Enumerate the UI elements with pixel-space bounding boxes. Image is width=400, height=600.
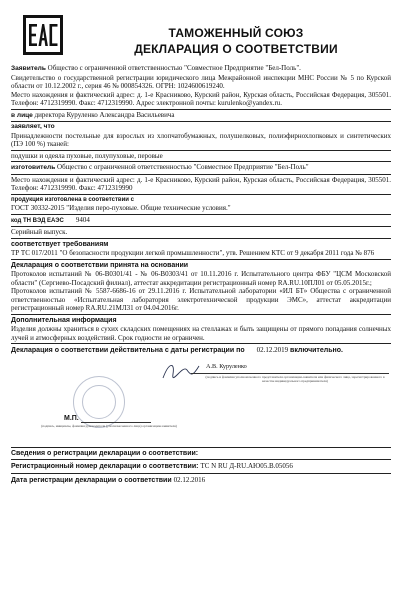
manufacturer-block	[11, 163, 391, 173]
applicant-certificate: Свидетельство о государственной регистрации юридического лица Межрайонной инспекции МНС России № 5 по Курской области от 10.12.2002 г., серия 46 № 000854326. ОГРН: 1024600619240.	[11, 73, 391, 90]
eac-logo-icon	[23, 15, 63, 55]
manufacturer-label: изготовитель	[11, 164, 56, 171]
serial-release: Серийный выпуск.	[11, 228, 68, 236]
declares-label: заявляет, что	[11, 123, 55, 130]
basis-protocols-1: Протоколов испытаний № 06-В0301/41 - № 06-В0303/41 от 10.11.2016 г. Испытательного центра ФБУ "ЦСМ Московской области" (Сергиево-Посадский филиал), аттестат аккредитации регистрационный номер RA.RU.10ПЛ01 от 05.05.2015г.;	[11, 270, 391, 287]
basis-label: Декларация о соответствии принята на основании	[11, 261, 189, 269]
handwritten-signature-icon	[161, 358, 201, 384]
production-standard: ГОСТ 30332-2015 "Изделия перо-пуховые. Общие технические условия."	[11, 204, 231, 212]
applicant-block	[11, 64, 391, 74]
basis-protocols-2: Протоколов испытаний № 5587-6686-16 от 29.11.2016 г. Испытательной лаборатории «ИЛ БТ» Общества с ограниченной ответственностью «Испытательная лаборатория электротехнической продукции ЭМС», аттестат аккредитации регистрационный номер RA.RU.21МЛ31 от 04.04.2016г.	[11, 287, 391, 312]
divider	[11, 174, 391, 175]
basis-block	[11, 262, 391, 313]
tnved-value: 9404	[75, 215, 90, 224]
divider	[11, 121, 391, 122]
registration-date-row	[11, 476, 391, 486]
registration-number-label: Регистрационный номер декларации о соответствии:	[11, 463, 199, 470]
requirements-label: соответствует требованиям	[11, 240, 109, 248]
applicant-address: Место нахождения и фактический адрес: д. 1-е Красниково, Курский район, Курская область, Российская Федерация, 305501. Телефон: 4712319990. Факс: 4712319990. Адрес электронной почты: kurulenko@yandex.ru.	[11, 90, 391, 107]
tnved-row	[11, 216, 391, 226]
divider	[11, 150, 391, 151]
divider	[11, 194, 391, 195]
production-block	[11, 196, 391, 237]
additional-text: Изделия должны храниться в сухих складских помещениях на стеллажах и быть защищены от прямого попадания солнечных лучей и атмосферных воздействий. Срок годности не ограничен.	[11, 325, 391, 342]
document-body	[11, 64, 391, 485]
seal-stamp-icon	[73, 376, 125, 428]
title-customs-union: ТАМОЖЕННЫЙ СОЮЗ	[168, 26, 304, 40]
divider	[11, 447, 391, 448]
requirements-block	[11, 241, 391, 258]
production-label: продукция изготовлена в соответствии с	[11, 196, 134, 203]
document-header	[11, 0, 391, 64]
divider	[11, 161, 391, 162]
divider	[11, 459, 391, 460]
divider	[11, 473, 391, 474]
mp-mark: М.П.	[64, 414, 79, 422]
signer-name: А.В. Куруленко	[206, 362, 247, 370]
validity-block	[11, 346, 391, 356]
divider	[11, 214, 391, 215]
applicant-person-block	[11, 111, 391, 121]
divider	[11, 226, 391, 227]
applicant-name: Общество с ограниченной ответственностью "Совместное Предприятие "Бел-Поль".	[47, 64, 301, 72]
divider	[11, 109, 391, 110]
divider	[11, 259, 391, 260]
signature-line	[191, 373, 389, 374]
registration-number-value: ТС N RU Д-RU.АЮ05.В.05056	[200, 462, 293, 470]
signature-note: (подпись и фамилия уполномоченного представителя организации-заявителя или физического лица, зарегистрированного в качестве индивидуального предпринимателя)	[205, 374, 385, 383]
declares-items: подушки и одеяла пуховые, полупуховые, перовые	[11, 151, 163, 160]
tnved-label: код ТН ВЭД ЕАЭС	[11, 217, 64, 224]
divider	[11, 343, 391, 344]
registration-number-row	[11, 462, 391, 472]
manufacturer-address: Место нахождения и фактический адрес: д. 1-е Красниково, Курский район, Курская область, Российская Федерация, 305501. Телефон: 4712319990. Факс: 4712319990	[11, 175, 391, 192]
manufacturer-name: Общество с ограниченной ответственностью "Совместное Предприятие "Бел-Поль"	[57, 163, 309, 171]
person-label: в лице	[11, 111, 33, 119]
registration-title: Сведения о регистрации декларации о соответствии:	[11, 449, 199, 457]
applicant-label: Заявитель	[11, 65, 46, 72]
validity-date: 02.12.2019	[256, 346, 289, 354]
mp-line	[81, 422, 151, 423]
mp-note: (подпись, инициалы, фамилия руководителя (уполномоченного лица) организации-заявителя)	[41, 423, 177, 428]
registration-date-value: 02.12.2016	[173, 475, 206, 484]
validity-suffix: включительно.	[290, 347, 343, 354]
applicant-person: директора Куруленко Александра Васильевича	[34, 110, 175, 119]
registration-date-label: Дата регистрации декларации о соответствии	[11, 476, 172, 484]
signature-area	[11, 358, 391, 446]
divider	[11, 314, 391, 315]
divider	[11, 238, 391, 239]
additional-label: Дополнительная информация	[11, 316, 117, 324]
validity-label: Декларация о соответствии действительна с даты регистрации по	[11, 347, 245, 354]
title-declaration: ДЕКЛАРАЦИЯ О СООТВЕТСТВИИ	[134, 42, 338, 56]
document-titles	[81, 26, 391, 56]
declares-block	[11, 123, 391, 160]
requirements-text: ТР ТС 017/2011 "О безопасности продукции легкой промышленности", утв. Решением КТС от 9 декабря 2011 года № 876	[11, 249, 375, 257]
declares-text: Принадлежности постельные для взрослых из хлопчатобумажных, полушелковых, полиэфирнохлопковых и синтетических (ПЭ 100 %) тканей:	[11, 131, 391, 148]
additional-block	[11, 317, 391, 343]
